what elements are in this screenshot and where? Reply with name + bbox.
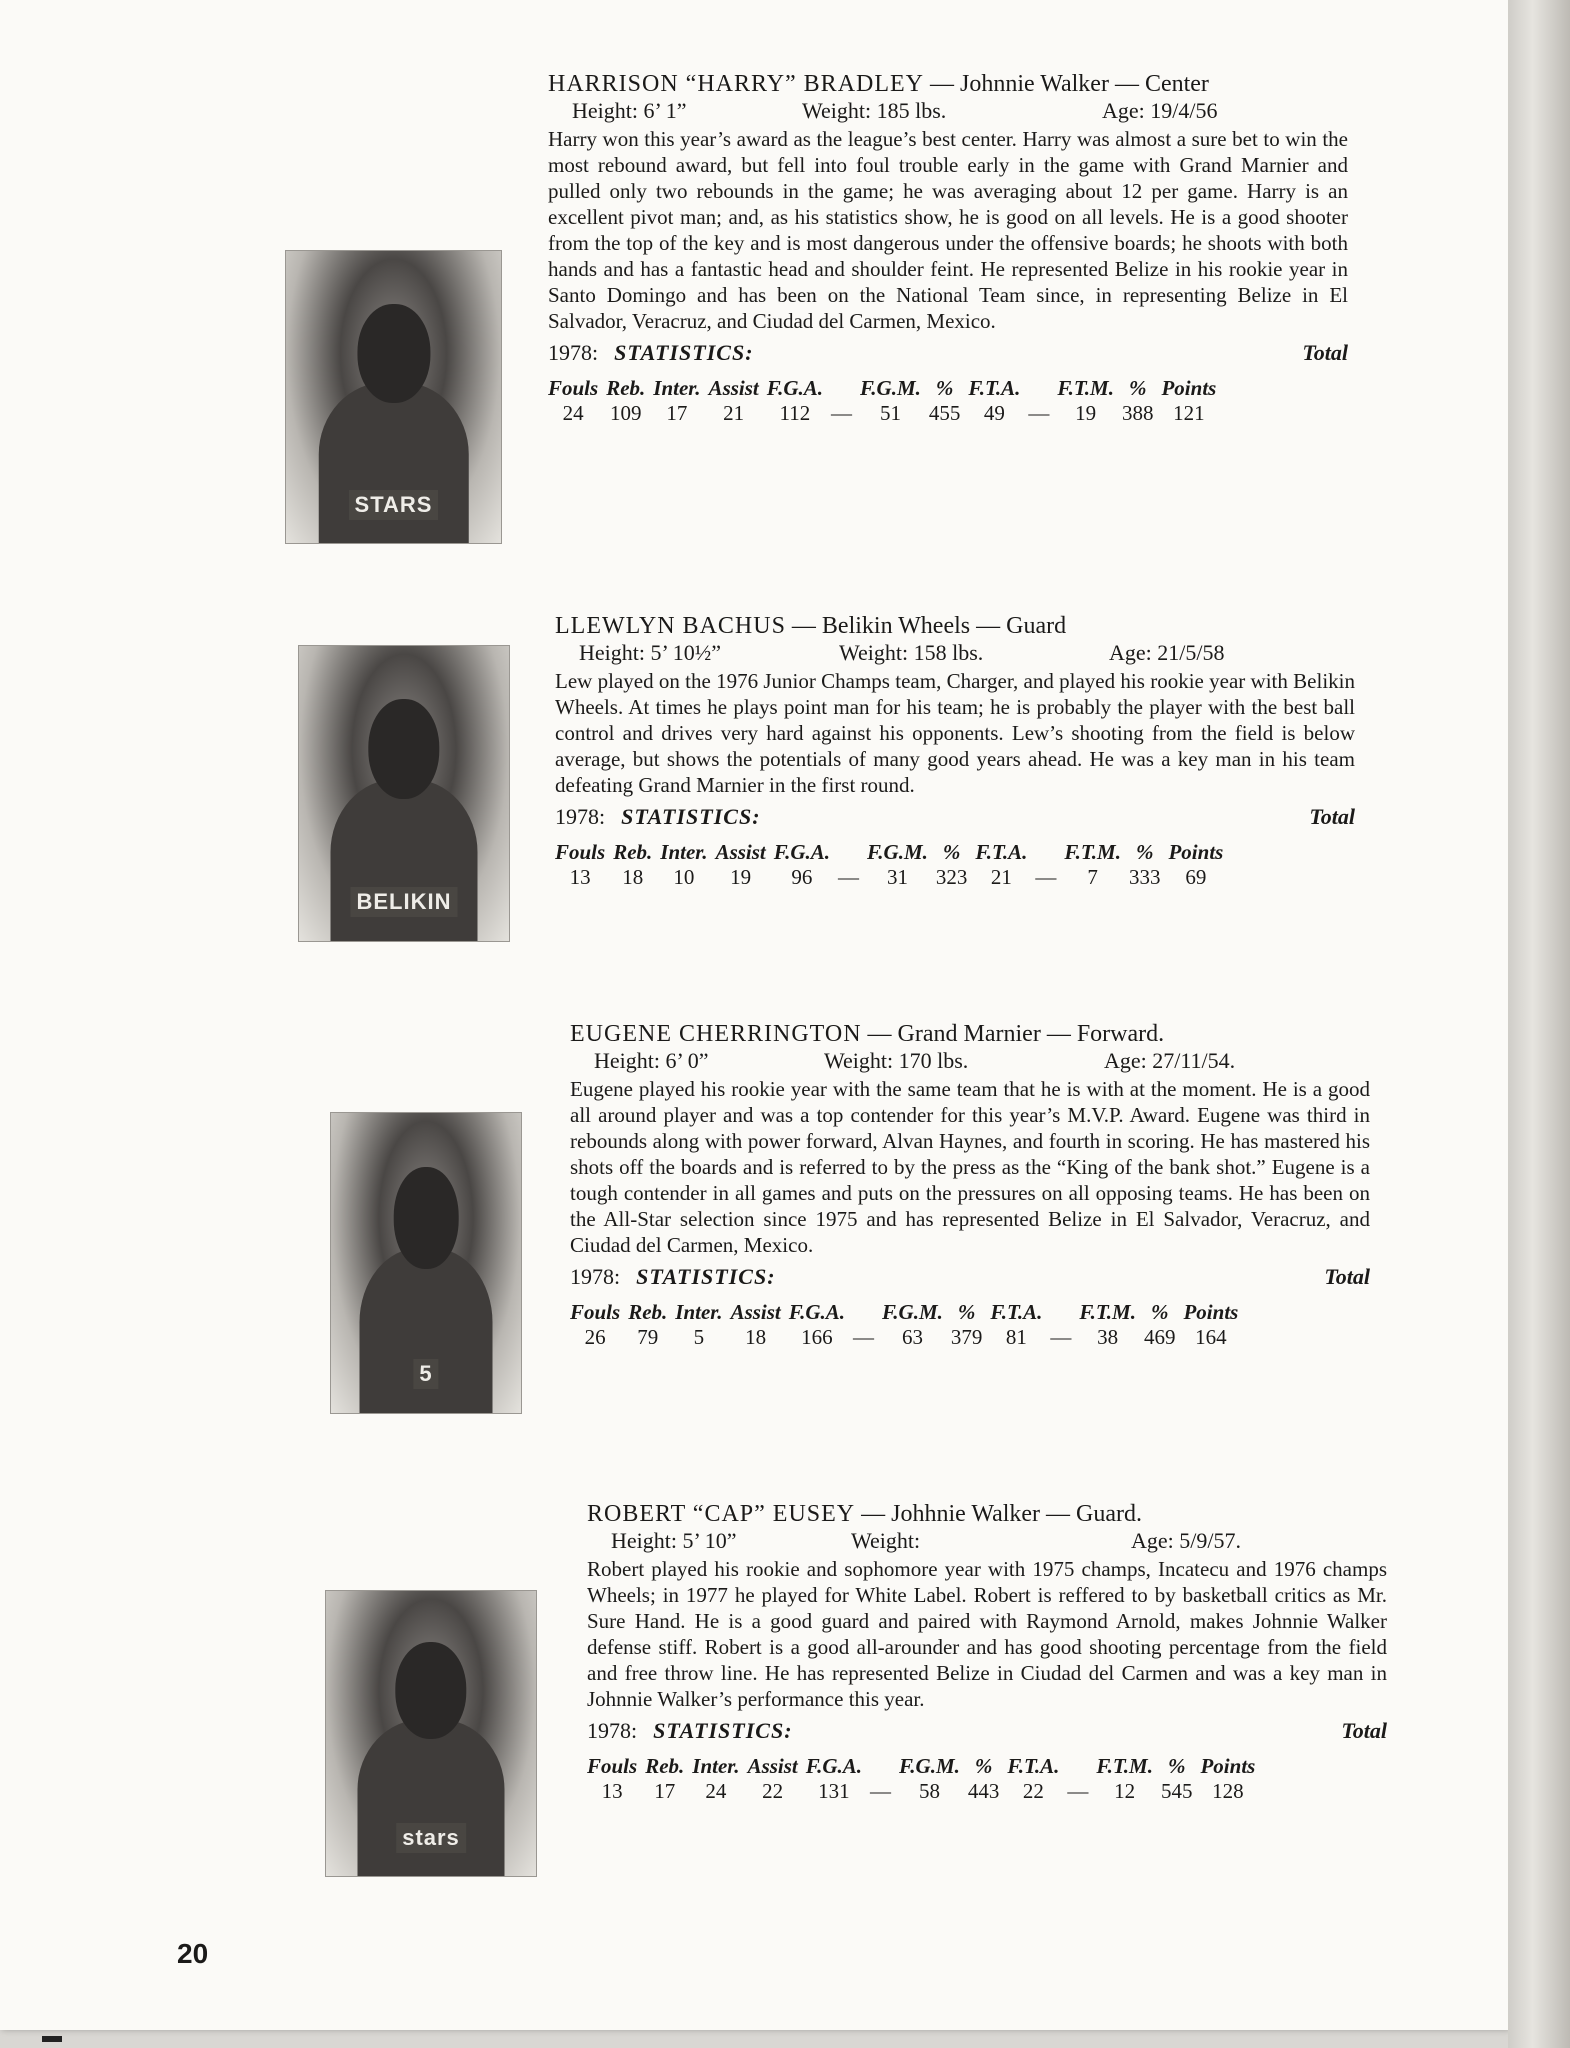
player-bio: Robert played his rookie and sophomore year with 1975 champs, Incatecu and 1976 champs Wheels; in 1977 he played for White Label. Robert is reffered to by basketball critics as Mr. Sure Hand. He is a good guard and paired with Raymond Arnold, makes Johnnie Walker defense stiff. Robert is a good all-arounder and has good shooting percentage from the field and free throw line. He has represented Belize in Ciudad del Carmen and was a key man in Johnnie Walker’s performance this year. [587,1557,1387,1711]
player-bio: Lew played on the 1976 Junior Champs team, Charger, and played his rookie year with Belikin Wheels. At times he plays point man for his team; he is probably the player with the best ball control and drives very hard against his opponents. Lew’s shooting from the field is below average, but shows the potentials of many good years ahead. He was a key man in his team defeating Grand Marnier in the first round. [555,669,1355,797]
player-photo [285,250,502,544]
stats-table [555,840,1231,890]
player-name: LLEWLYN BACHUS [555,613,786,639]
stats-header-row: Fouls Reb. Inter. Assist F.G.A. F.G.M. % F.T.A. F.T.M. % Points [548,376,1217,400]
stats-value-row: 26 79 5 18 166 — 63 379 81 — 38 469 164 [584,1325,1227,1349]
player-entry [587,1500,1387,1804]
player-position: Forward. [1076,1021,1165,1047]
jersey-text: 5 [413,1359,438,1389]
player-age: 27/11/54. [1152,1048,1236,1073]
stats-heading: 1978: STATISTICS: Total [570,1264,1370,1289]
player-info: Height: 5’ 10” Weight: Age: 5/9/57. [611,1528,1241,1553]
player-height: 5’ 10½” [650,640,721,665]
player-weight: 185 lbs. [876,98,947,123]
player-age: 5/9/57. [1179,1528,1241,1553]
stats-table [548,376,1224,426]
player-info: Height: 6’ 0” Weight: 170 lbs. Age: 27/11/54. [594,1048,1236,1073]
player-photo [330,1112,522,1414]
player-height: 5’ 10” [682,1528,737,1553]
player-team: Johnnie Walker [960,71,1109,97]
player-height: 6’ 0” [665,1048,709,1073]
stats-value-row: 24 109 17 21 112 — 51 455 49 — 19 388 121 [562,401,1205,425]
page-edge [1508,0,1570,2048]
player-age: 21/5/58 [1157,640,1225,665]
player-bio: Harry won this year’s award as the league’s best center. Harry was almost a sure bet to win the most rebound award, but fell into foul trouble early in the game with Grand Marnier and pulled only two rebounds in the game; he was averaging about 12 per game. Harry is an excellent pivot man; and, as his statistics show, he is good on all levels. He is a good shooter from the top of the key and is most dangerous under the offensive boards; he shoots with both hands and has a fantastic head and shoulder feint. He represented Belize in his rookie year in Santo Domingo and has been on the National Team since, in representing Belize in El Salvador, Veracruz, and Ciudad del Carmen, Mexico. [548,127,1348,333]
stats-header-row: Fouls Reb. Inter. Assist F.G.A. F.G.M. % F.T.A. F.T.M. % Points [570,1300,1239,1324]
player-entry [548,70,1348,426]
jersey-text: BELIKIN [351,887,458,917]
player-name: EUGENE CHERRINGTON [570,1021,862,1047]
player-entry [555,612,1355,890]
jersey-text: stars [396,1823,466,1853]
stats-heading: 1978: STATISTICS: Total [548,340,1348,365]
player-team: Johhnie Walker [891,1501,1041,1527]
player-team: Belikin Wheels [821,613,971,639]
player-header: ROBERT “CAP” EUSEY — Johhnie Walker — Guard. [587,1501,1143,1527]
player-header: LLEWLYN BACHUS — Belikin Wheels — Guard [555,613,1067,639]
stats-value-row: 13 18 10 19 96 — 31 323 21 — 7 333 69 [569,865,1207,889]
player-info: Height: 5’ 10½” Weight: 158 lbs. Age: 21/5/58 [579,640,1225,665]
player-photo [298,645,510,942]
stats-table [570,1300,1246,1350]
player-header: EUGENE CHERRINGTON — Grand Marnier — Forward. [570,1021,1165,1047]
jersey-text: STARS [349,490,439,520]
player-position: Guard. [1076,1501,1143,1527]
player-height: 6’ 1” [643,98,687,123]
player-header: HARRISON “HARRY” BRADLEY — Johnnie Walker — Center [548,71,1209,97]
player-position: Center [1144,71,1209,97]
stats-heading: 1978: STATISTICS: Total [587,1718,1387,1743]
player-info: Height: 6’ 1” Weight: 185 lbs. Age: 19/4/56 [572,98,1218,123]
player-bio: Eugene played his rookie year with the same team that he is with at the moment. He is a good all around player and was a top contender for this year’s M.V.P. Award. Eugene was third in rebounds along with power forward, Alvan Haynes, and fourth in scoring. He has mastered his shots off the boards and is referred to by the press as the “King of the bank shot.” Eugene is a tough contender in all games and puts on the pressures on all opposing teams. He has been on the All-Star selection since 1975 and has represented Belize in El Salvador, Veracruz, and Ciudad del Carmen, Mexico. [570,1077,1370,1257]
stats-value-row: 13 17 24 22 131 — 58 443 22 — 12 545 128 [601,1779,1244,1803]
player-position: Guard [1006,613,1067,639]
player-team: Grand Marnier [897,1021,1041,1047]
player-entry [570,1020,1370,1350]
player-weight: 158 lbs. [913,640,984,665]
stats-table [587,1754,1263,1804]
stats-header-row: Fouls Reb. Inter. Assist F.G.A. F.G.M. % F.T.A. F.T.M. % Points [587,1754,1256,1778]
stats-header-row: Fouls Reb. Inter. Assist F.G.A. F.G.M. % F.T.A. F.T.M. % Points [555,840,1224,864]
player-weight: 170 lbs. [898,1048,969,1073]
stats-heading: 1978: STATISTICS: Total [555,804,1355,829]
corner-mark [42,2036,62,2042]
player-name: HARRISON “HARRY” BRADLEY [548,71,925,97]
page-number: 20 [177,1938,209,1969]
player-photo [325,1590,537,1877]
player-age: 19/4/56 [1150,98,1218,123]
player-name: ROBERT “CAP” EUSEY [587,1501,856,1527]
